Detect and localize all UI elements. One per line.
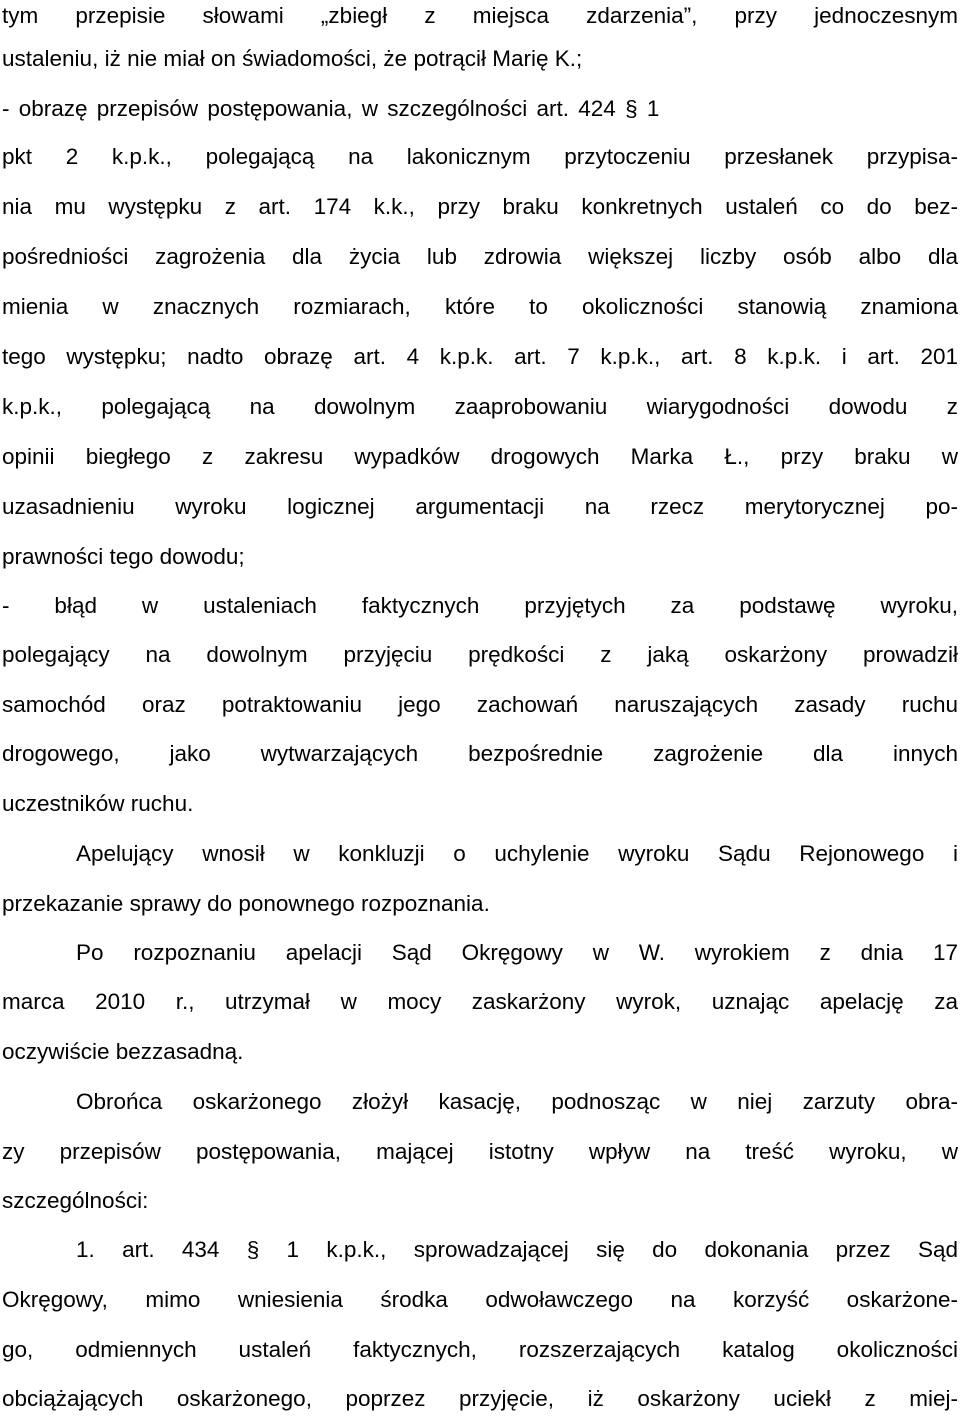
text-line: opinii biegłego z zakresu wypadków drogowych Marka Ł., przy braku w	[2, 444, 958, 469]
text-line: uzasadnieniu wyroku logicznej argumentacji na rzecz merytorycznej po-	[2, 494, 958, 519]
text-line: Okręgowy, mimo wniesienia środka odwoławczego na korzyść oskarżone-	[2, 1287, 958, 1312]
text-line: mienia w znacznych rozmiarach, które to okoliczności stanowią znamiona	[2, 294, 958, 319]
text-line: przekazanie sprawy do ponownego rozpoznania.	[2, 891, 490, 916]
text-line: Apelujący wnosił w konkluzji o uchylenie wyroku Sądu Rejonowego i	[76, 841, 958, 866]
text-line: oczywiście bezzasadną.	[2, 1039, 244, 1064]
text-line: - obrazę przepisów postępowania, w szczególności art. 424 § 1	[2, 96, 660, 121]
text-line: Po rozpoznaniu apelacji Sąd Okręgowy w W. wyrokiem z dnia 17	[76, 940, 958, 965]
text-line: - błąd w ustaleniach faktycznych przyjętych za podstawę wyroku,	[2, 593, 958, 618]
text-line: zy przepisów postępowania, mającej istotny wpływ na treść wyroku, w	[2, 1139, 958, 1164]
text-line: pośredniości zagrożenia dla życia lub zdrowia większej liczby osób albo dla	[2, 244, 958, 269]
text-line: tego występku; nadto obrazę art. 4 k.p.k. art. 7 k.p.k., art. 8 k.p.k. i art. 201	[2, 344, 958, 369]
text-line: ustaleniu, iż nie miał on świadomości, że potrącił Marię K.;	[2, 46, 583, 71]
text-line: tym przepisie słowami „zbiegł z miejsca zdarzenia”, przy jednoczesnym	[2, 3, 958, 28]
text-line: obciążających oskarżonego, poprzez przyjęcie, iż oskarżony uciekł z miej-	[2, 1386, 958, 1411]
text-line: k.p.k., polegającą na dowolnym zaaprobowaniu wiarygodności dowodu z	[2, 394, 958, 419]
text-line: marca 2010 r., utrzymał w mocy zaskarżony wyrok, uznając apelację za	[2, 989, 958, 1014]
text-line: polegający na dowolnym przyjęciu prędkości z jaką oskarżony prowadził	[2, 642, 958, 667]
text-line: go, odmiennych ustaleń faktycznych, rozszerzających katalog okoliczności	[2, 1337, 958, 1362]
text-line: drogowego, jako wytwarzających bezpośrednie zagrożenie dla innych	[2, 741, 958, 766]
text-line: Obrońca oskarżonego złożył kasację, podnosząc w niej zarzuty obra-	[76, 1089, 958, 1114]
text-line: prawności tego dowodu;	[2, 544, 245, 569]
text-line: 1. art. 434 § 1 k.p.k., sprowadzającej się do dokonania przez Sąd	[76, 1237, 958, 1262]
text-line: szczególności:	[2, 1188, 149, 1213]
text-line: uczestników ruchu.	[2, 791, 194, 816]
text-line: nia mu występku z art. 174 k.k., przy braku konkretnych ustaleń co do bez-	[2, 194, 958, 219]
text-line: samochód oraz potraktowaniu jego zachowań naruszających zasady ruchu	[2, 692, 958, 717]
text-line: pkt 2 k.p.k., polegającą na lakonicznym przytoczeniu przesłanek przypisa-	[2, 144, 958, 169]
